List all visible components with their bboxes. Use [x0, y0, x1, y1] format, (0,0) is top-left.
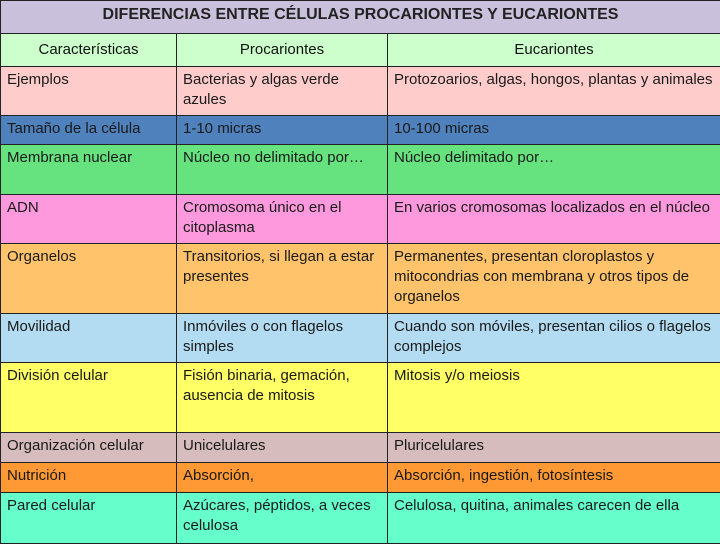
feature-cell: Pared celular — [1, 493, 177, 544]
feature-cell: Movilidad — [1, 314, 177, 363]
feature-cell: Tamaño de la célula — [1, 116, 177, 145]
eukaryote-cell: En varios cromosomas localizados en el núcleo — [388, 195, 720, 244]
table-title: DIFERENCIAS ENTRE CÉLULAS PROCARIONTES Y EUCARIONTES — [1, 1, 720, 34]
table-row — [1, 145, 720, 195]
eukaryote-cell: Protozoarios, algas, hongos, plantas y animales — [388, 67, 720, 116]
table-row — [1, 195, 720, 244]
feature-cell: División celular — [1, 363, 177, 433]
prokaryote-cell: 1-10 micras — [177, 116, 388, 145]
header-prokaryotes: Procariontes — [177, 34, 388, 67]
eukaryote-cell: 10-100 micras — [388, 116, 720, 145]
table-row — [1, 67, 720, 116]
feature-cell: Ejemplos — [1, 67, 177, 116]
eukaryote-cell: Pluricelulares — [388, 433, 720, 463]
table-row — [1, 363, 720, 433]
prokaryote-cell: Núcleo no delimitado por… — [177, 145, 388, 195]
feature-cell: Organización celular — [1, 433, 177, 463]
header-characteristics: Características — [1, 34, 177, 67]
prokaryote-cell: Inmóviles o con flagelos simples — [177, 314, 388, 363]
eukaryote-cell: Cuando son móviles, presentan cilios o flagelos complejos — [388, 314, 720, 363]
table-row — [1, 244, 720, 314]
table-row — [1, 493, 720, 544]
eukaryote-cell: Absorción, ingestión, fotosíntesis — [388, 463, 720, 493]
eukaryote-cell: Celulosa, quitina, animales carecen de ella — [388, 493, 720, 544]
table-row — [1, 433, 720, 463]
prokaryote-cell: Transitorios, si llegan a estar presentes — [177, 244, 388, 314]
feature-cell: Organelos — [1, 244, 177, 314]
feature-cell: Membrana nuclear — [1, 145, 177, 195]
feature-cell: ADN — [1, 195, 177, 244]
eukaryote-cell: Permanentes, presentan cloroplastos y mitocondrias con membrana y otros tipos de organelos — [388, 244, 720, 314]
prokaryote-cell: Bacterias y algas verde azules — [177, 67, 388, 116]
prokaryote-cell: Unicelulares — [177, 433, 388, 463]
eukaryote-cell: Núcleo delimitado por… — [388, 145, 720, 195]
table-row — [1, 314, 720, 363]
header-eukaryotes: Eucariontes — [388, 34, 720, 67]
table-row — [1, 116, 720, 145]
eukaryote-cell: Mitosis y/o meiosis — [388, 363, 720, 433]
prokaryote-cell: Absorción, — [177, 463, 388, 493]
prokaryote-cell: Azúcares, péptidos, a veces celulosa — [177, 493, 388, 544]
prokaryote-cell: Cromosoma único en el citoplasma — [177, 195, 388, 244]
table-row — [1, 463, 720, 493]
prokaryote-cell: Fisión binaria, gemación, ausencia de mitosis — [177, 363, 388, 433]
feature-cell: Nutrición — [1, 463, 177, 493]
